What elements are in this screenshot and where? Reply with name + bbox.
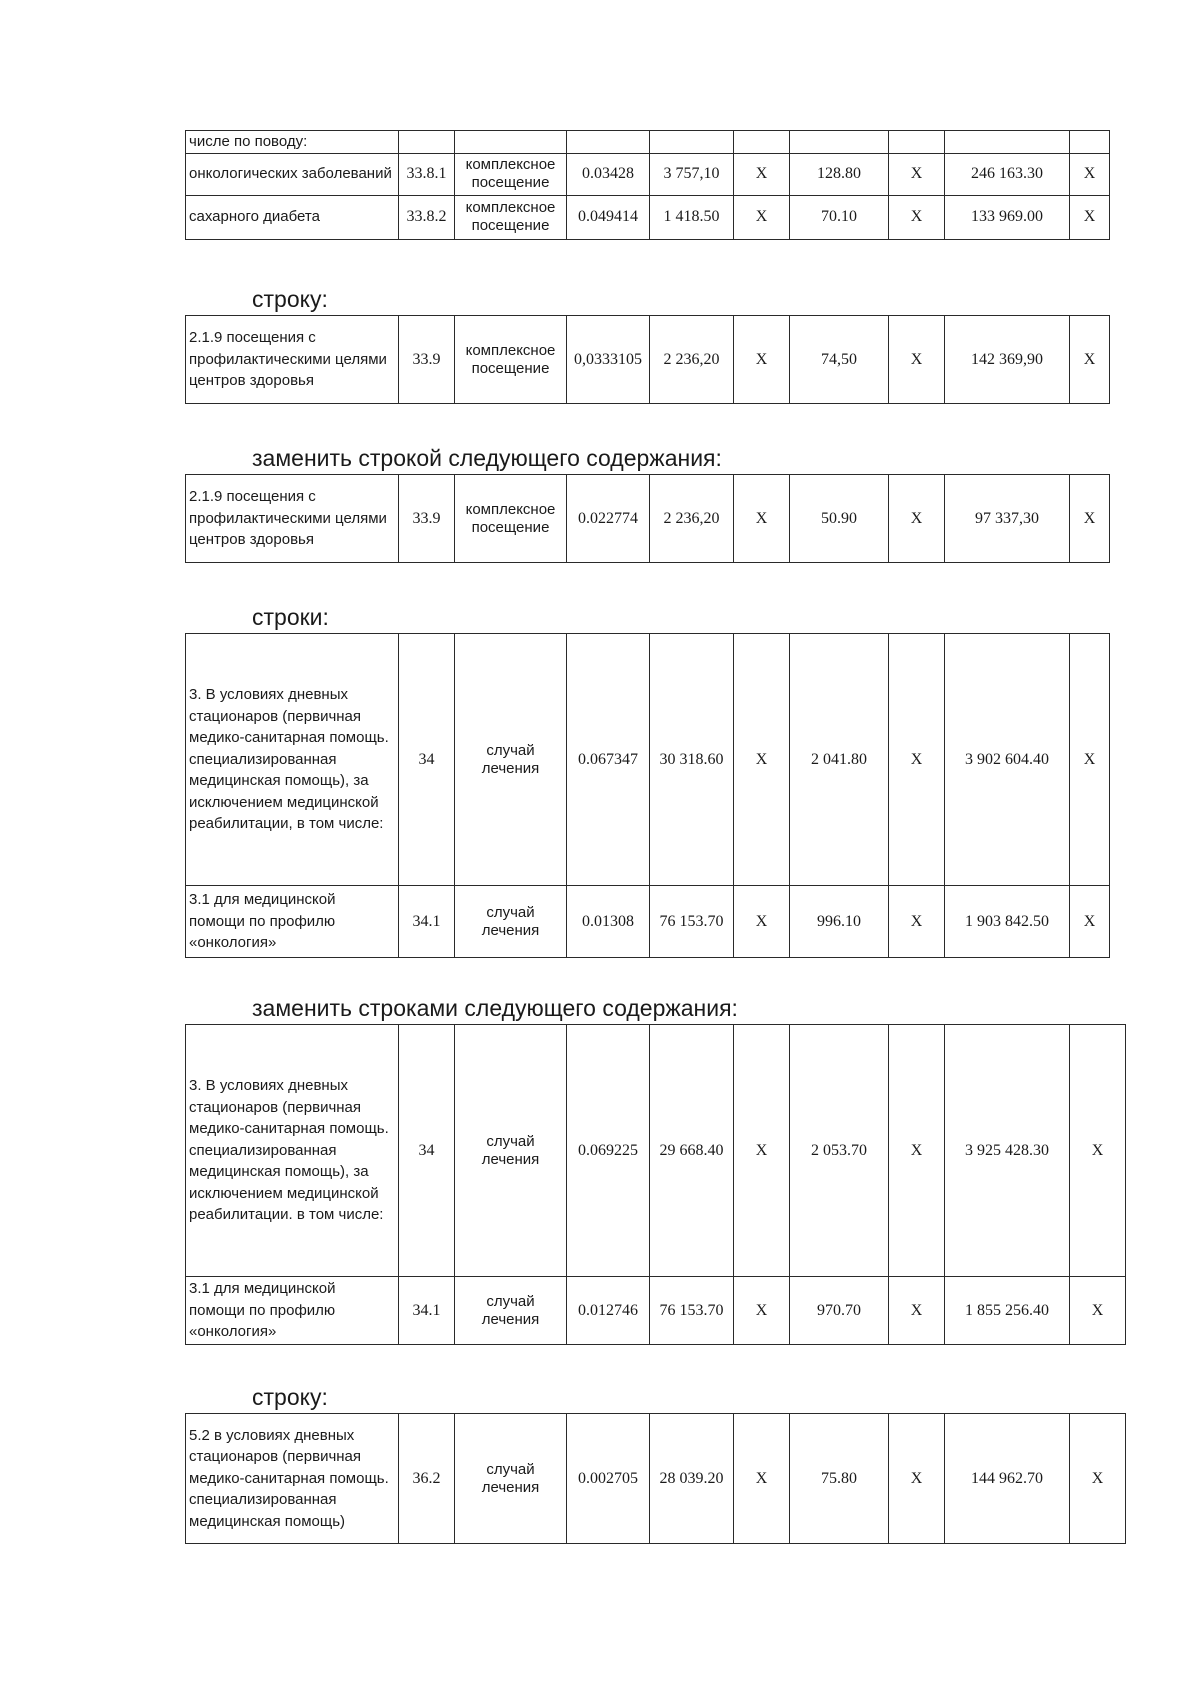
table-row xyxy=(186,886,1110,958)
total-cell: 246 163.30 xyxy=(945,153,1070,195)
x-cell: X xyxy=(889,195,945,239)
unit-cell: случай лечения xyxy=(455,1025,567,1277)
x-cell: X xyxy=(1070,1277,1126,1345)
total-cell: 142 369,90 xyxy=(945,316,1070,404)
total-cell xyxy=(945,131,1070,154)
caption-replace-row: заменить строкой следующего содержания: xyxy=(252,445,722,471)
table-block-2 xyxy=(185,315,1110,404)
sum-cell: 996.10 xyxy=(790,886,889,958)
table-block-6 xyxy=(185,1413,1126,1544)
cost-cell: 30 318.60 xyxy=(650,634,734,886)
x-cell: X xyxy=(1070,634,1110,886)
row-code-cell: 36.2 xyxy=(399,1414,455,1544)
sum-cell: 50.90 xyxy=(790,475,889,563)
row-name-cell: 5.2 в условиях дневных стационаров (первичная медико-санитарная помощь. специализированная медицинская помощь) xyxy=(186,1414,399,1544)
cost-cell: 3 757,10 xyxy=(650,153,734,195)
cost-cell: 2 236,20 xyxy=(650,475,734,563)
norm-cell: 0.069225 xyxy=(567,1025,650,1277)
table-block-5 xyxy=(185,1024,1126,1345)
norm-cell: 0.049414 xyxy=(567,195,650,239)
sum-cell: 2 041.80 xyxy=(790,634,889,886)
norm-cell: 0.01308 xyxy=(567,886,650,958)
x-cell: X xyxy=(1070,153,1110,195)
norm-cell: 0.03428 xyxy=(567,153,650,195)
cost-cell: 28 039.20 xyxy=(650,1414,734,1544)
unit-cell: случай лечения xyxy=(455,1277,567,1345)
row-code-cell: 34.1 xyxy=(399,886,455,958)
total-cell: 144 962.70 xyxy=(945,1414,1070,1544)
table-block-4 xyxy=(185,633,1110,958)
x-cell: X xyxy=(889,153,945,195)
x-cell: X xyxy=(1070,316,1110,404)
caption-rows: строки: xyxy=(252,604,329,630)
row-code-cell: 33.8.2 xyxy=(399,195,455,239)
total-cell: 3 902 604.40 xyxy=(945,634,1070,886)
x-cell: X xyxy=(889,634,945,886)
norm-cell: 0.002705 xyxy=(567,1414,650,1544)
unit-cell: комплексное посещение xyxy=(455,316,567,404)
sum-cell: 970.70 xyxy=(790,1277,889,1345)
sum-cell: 70.10 xyxy=(790,195,889,239)
x-cell: X xyxy=(889,1025,945,1277)
total-cell: 3 925 428.30 xyxy=(945,1025,1070,1277)
table-row xyxy=(186,634,1110,886)
x-cell: X xyxy=(1070,195,1110,239)
table-row xyxy=(186,153,1110,195)
row-code-cell: 33.9 xyxy=(399,475,455,563)
x-cell: X xyxy=(889,886,945,958)
x-cell: X xyxy=(889,1414,945,1544)
unit-cell: случай лечения xyxy=(455,634,567,886)
unit-cell xyxy=(455,131,567,154)
table-row xyxy=(186,475,1110,563)
x-cell: X xyxy=(1070,886,1110,958)
sum-cell: 128.80 xyxy=(790,153,889,195)
sum-cell: 75.80 xyxy=(790,1414,889,1544)
x-cell: X xyxy=(734,1277,790,1345)
unit-cell: комплексное посещение xyxy=(455,195,567,239)
row-code-cell: 33.8.1 xyxy=(399,153,455,195)
table-row xyxy=(186,316,1110,404)
sum-cell: 2 053.70 xyxy=(790,1025,889,1277)
row-name-cell: сахарного диабета xyxy=(186,195,399,239)
row-name-cell: 3. В условиях дневных стационаров (первичная медико-санитарная помощь. специализированная медицинская помощь), за исключением медицинской реабилитации. в том числе: xyxy=(186,1025,399,1277)
x-cell xyxy=(1070,131,1110,154)
norm-cell xyxy=(567,131,650,154)
row-name-cell: 3. В условиях дневных стационаров (первичная медико-санитарная помощь. специализированная медицинская помощь), за исключением медицинской реабилитации, в том числе: xyxy=(186,634,399,886)
row-code-cell: 33.9 xyxy=(399,316,455,404)
x-cell: X xyxy=(1070,1025,1126,1277)
x-cell: X xyxy=(734,886,790,958)
table-row xyxy=(186,1025,1126,1277)
row-name-cell: онкологических заболеваний xyxy=(186,153,399,195)
x-cell: X xyxy=(734,1414,790,1544)
x-cell: X xyxy=(734,316,790,404)
cost-cell: 76 153.70 xyxy=(650,886,734,958)
norm-cell: 0.067347 xyxy=(567,634,650,886)
table-row xyxy=(186,1277,1126,1345)
norm-cell: 0.022774 xyxy=(567,475,650,563)
cost-cell: 2 236,20 xyxy=(650,316,734,404)
norm-cell: 0,0333105 xyxy=(567,316,650,404)
unit-cell: комплексное посещение xyxy=(455,475,567,563)
x-cell: X xyxy=(889,316,945,404)
row-name-cell: 3.1 для медицинской помощи по профилю «онкология» xyxy=(186,886,399,958)
x-cell: X xyxy=(734,195,790,239)
row-name-cell: 2.1.9 посещения с профилактическими целями центров здоровья xyxy=(186,316,399,404)
x-cell: X xyxy=(889,475,945,563)
x-cell xyxy=(734,131,790,154)
table-row xyxy=(186,195,1110,239)
unit-cell: комплексное посещение xyxy=(455,153,567,195)
row-name-cell: 2.1.9 посещения с профилактическими целями центров здоровья xyxy=(186,475,399,563)
table-block-3 xyxy=(185,474,1110,563)
sum-cell: 74,50 xyxy=(790,316,889,404)
table-row xyxy=(186,1414,1126,1544)
table-row xyxy=(186,131,1110,154)
row-code-cell xyxy=(399,131,455,154)
total-cell: 133 969.00 xyxy=(945,195,1070,239)
sum-cell xyxy=(790,131,889,154)
cost-cell: 76 153.70 xyxy=(650,1277,734,1345)
row-code-cell: 34.1 xyxy=(399,1277,455,1345)
cost-cell: 29 668.40 xyxy=(650,1025,734,1277)
row-code-cell: 34 xyxy=(399,634,455,886)
row-code-cell: 34 xyxy=(399,1025,455,1277)
x-cell: X xyxy=(734,475,790,563)
caption-replace-rows: заменить строками следующего содержания: xyxy=(252,995,738,1021)
x-cell: X xyxy=(1070,475,1110,563)
total-cell: 1 903 842.50 xyxy=(945,886,1070,958)
x-cell: X xyxy=(734,153,790,195)
norm-cell: 0.012746 xyxy=(567,1277,650,1345)
x-cell: X xyxy=(889,1277,945,1345)
x-cell: X xyxy=(734,1025,790,1277)
table-block-1 xyxy=(185,130,1110,240)
x-cell: X xyxy=(734,634,790,886)
total-cell: 1 855 256.40 xyxy=(945,1277,1070,1345)
total-cell: 97 337,30 xyxy=(945,475,1070,563)
unit-cell: случай лечения xyxy=(455,886,567,958)
x-cell: X xyxy=(1070,1414,1126,1544)
row-name-cell: 3.1 для медицинской помощи по профилю «онкология» xyxy=(186,1277,399,1345)
row-name-cell: числе по поводу: xyxy=(186,131,399,154)
cost-cell: 1 418.50 xyxy=(650,195,734,239)
caption-row: строку: xyxy=(252,286,328,312)
unit-cell: случай лечения xyxy=(455,1414,567,1544)
x-cell xyxy=(889,131,945,154)
cost-cell xyxy=(650,131,734,154)
caption-row-2: строку: xyxy=(252,1384,328,1410)
